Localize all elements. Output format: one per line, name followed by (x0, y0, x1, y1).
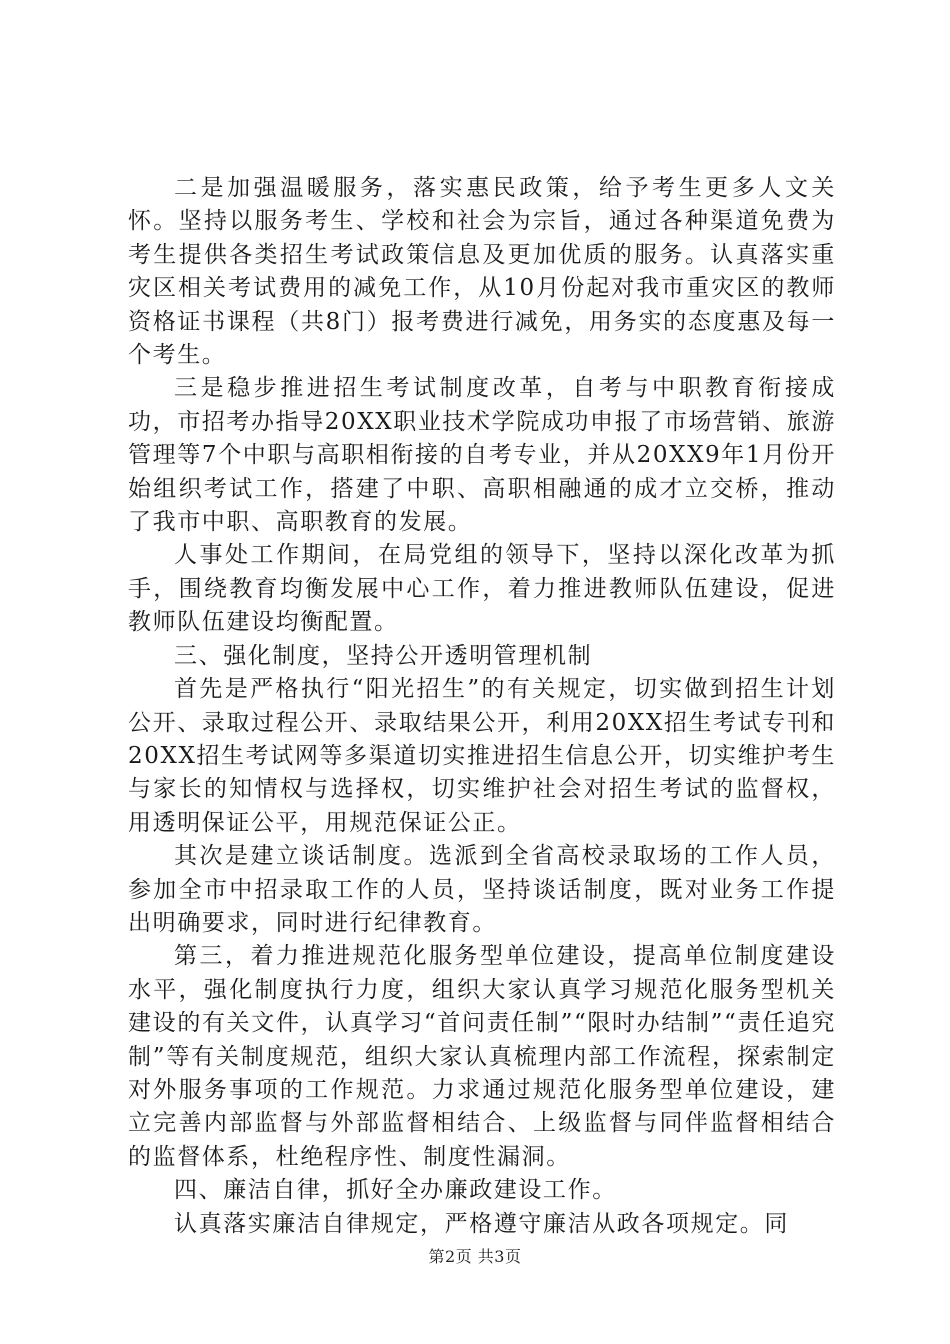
document-body (128, 172, 836, 1241)
paragraph-3: 人事处工作期间，在局党组的领导下，坚持以深化改革为抓手，围绕教育均衡发展中心工作，着力推进教师队伍建设，促进教师队伍建设均衡配置。 (128, 542, 836, 636)
page-number-footer: 第2页 共3页 (428, 1247, 522, 1266)
section-heading-4: 四、廉洁自律，抓好全办廉政建设工作。 (174, 1177, 617, 1204)
paragraph-1: 二是加强温暖服务，落实惠民政策，给予考生更多人文关怀。坚持以服务考生、学校和社会为宗旨，通过各种渠道免费为考生提供各类招生考试政策信息及更加优质的服务。认真落实重灾区相关考试费用的减免工作，从10月份起对我市重灾区的教师资格证书课程（共8门）报考费进行减免，用务实的态度惠及每一个考生。 (128, 175, 836, 369)
paragraph-6: 其次是建立谈话制度。选派到全省高校录取场的工作人员，参加全市中招录取工作的人员，坚持谈话制度，既对业务工作提出明确要求，同时进行纪律教育。 (128, 843, 836, 936)
paragraph-2: 三是稳步推进招生考试制度改革，自考与中职教育衔接成功，市招考办指导20XX职业技术学院成功申报了市场营销、旅游管理等7个中职与高职相衔接的自考专业，并从20XX9年1月份开始组织考试工作，搭建了中职、高职相融通的成才立交桥，推动了我市中职、高职教育的发展。 (128, 375, 837, 536)
paragraph-9: 认真落实廉洁自律规定，严格遵守廉洁从政各项规定。同 (174, 1210, 789, 1237)
paragraph-7: 第三，着力推进规范化服务型单位建设，提高单位制度建设水平，强化制度执行力度，组织大家认真学习规范化服务型机关建设的有关文件，认真学习“首问责任制”“限时办结制”“责任追究制”等有关制度规范，组织大家认真梳理内部工作流程，探索制定对外服务事项的工作规范。力求通过规范化服务型单位建设，建立完善内部监督与外部监督相结合、上级监督与同伴监督相结合的监督体系，杜绝程序性、制度性漏洞。 (128, 943, 836, 1170)
section-heading-3: 三、强化制度，坚持公开透明管理机制 (174, 642, 593, 669)
paragraph-5: 首先是严格执行“阳光招生”的有关规定，切实做到招生计划公开、录取过程公开、录取结果公开，利用20XX招生考试专刊和20XX招生考试网等多渠道切实推进招生信息公开，切实维护考生与家长的知情权与选择权，切实维护社会对招生考试的监督权，用透明保证公平，用规范保证公正。 (128, 676, 837, 836)
